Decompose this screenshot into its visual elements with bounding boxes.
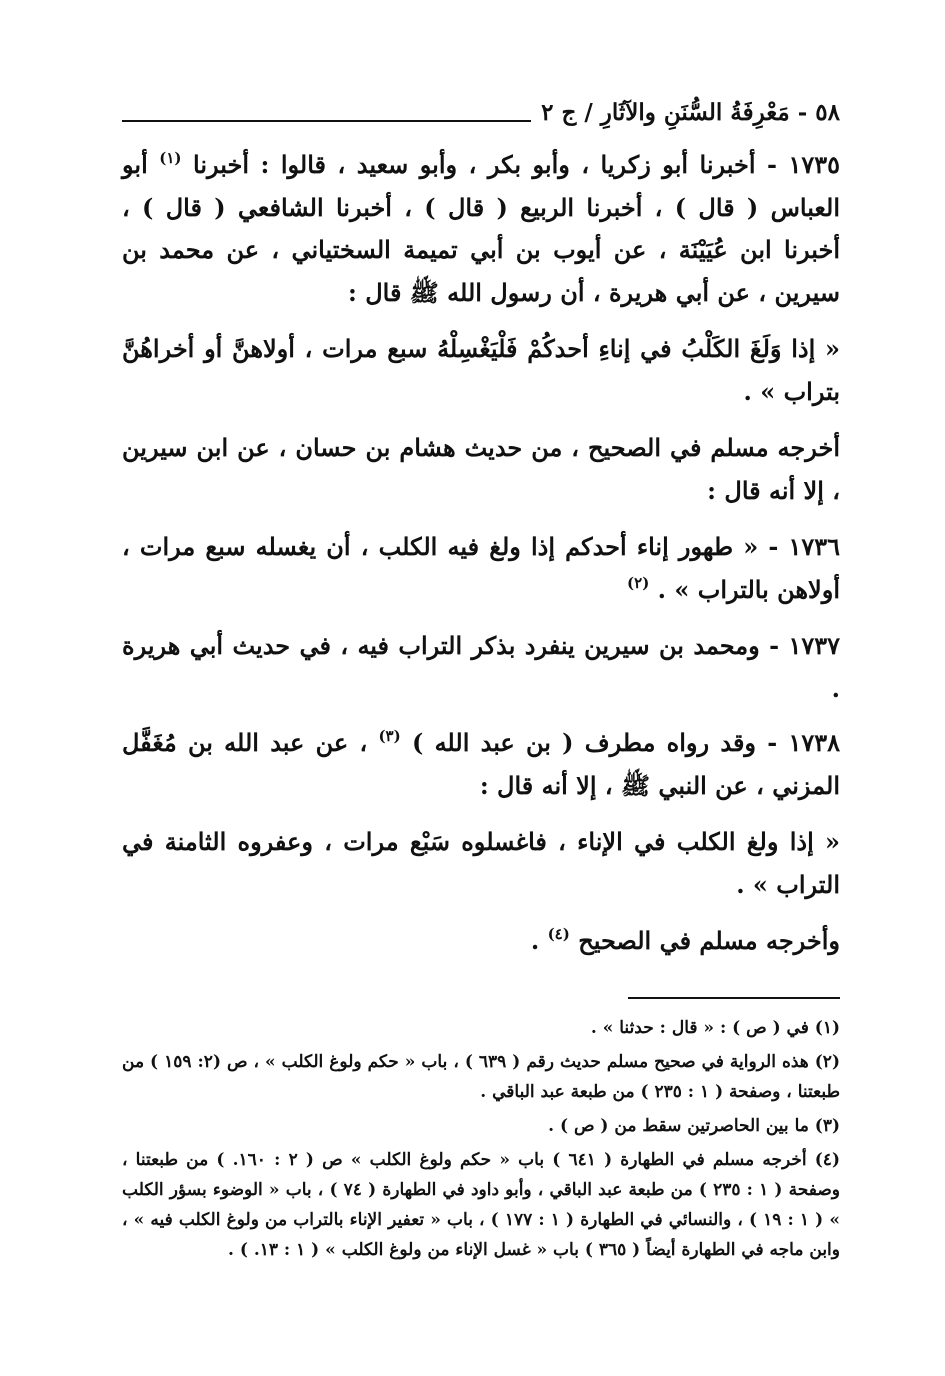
footnotes bbox=[122, 1013, 840, 1265]
footnote-ref-4: (٤) bbox=[547, 925, 570, 943]
footnote-ref-2: (٢) bbox=[627, 573, 650, 592]
footnote-2: (٢) هذه الرواية في صحيح مسلم حديث رقم ( ٦٣٩ ) ، باب « حكم ولوغ الكلب » ، ص (٢: ١٥٩ ) من طبعتنا ، وصفحة ( ١ : ٢٣٥ ) من طبعة عبد الباقي . bbox=[122, 1051, 840, 1102]
hadith-1737: ١٧٣٧ - ومحمد بن سيرين ينفرد بذكر التراب فيه ، في حديث أبي هريرة . bbox=[122, 631, 840, 703]
hadith-1738-chain: ، عن عبد الله بن مُغَفَّل المزني ، عن النبي ﷺ ، إلا أنه قال : bbox=[122, 728, 840, 800]
hadith-1735-chain: أبو العباس ( قال ) ، أخبرنا الربيع ( قال ) ، أخبرنا الشافعي ( قال ) ، أخبرنا ابن عُيَيْنَة ، عن أيوب بن أبي تميمة السختياني ، عن محمد بن سيرين ، عن أبي هريرة ، أن رسول الله ﷺ قال : bbox=[122, 150, 840, 307]
book-page bbox=[122, 90, 840, 1269]
takhrij-paragraph-2 bbox=[122, 920, 840, 963]
main-text bbox=[122, 144, 840, 963]
hadith-1738-matn: « إذا ولغ الكلب في الإناء ، فاغسلوه سَبْع مرات ، وعفروه الثامنة في التراب » . bbox=[122, 827, 840, 899]
header-rule bbox=[122, 120, 531, 122]
footnote-divider bbox=[628, 997, 840, 999]
running-header bbox=[122, 90, 840, 128]
takhrij-2-text: وأخرجه مسلم في الصحيح bbox=[578, 926, 840, 955]
hadith-1735-matn: « إذا وَلَغَ الكَلْبُ في إناءِ أحدكُمْ فَلْيَغْسِلْهُ سبع مرات ، أولاهنَّ أو أخراهُنَّ بتراب » . bbox=[122, 334, 840, 406]
footnote-4: (٤) أخرجه مسلم في الطهارة ( ٦٤١ ) باب « حكم ولوغ الكلب » ص ( ٢ : ١٦٠. ) من طبعتنا ، وصفحة ( ١ : ٢٣٥ ) من طبعة عبد الباقي ، وأبو داود في الطهارة ( ٧٤ ) ، باب « الوضوء بسؤر الكلب » ( ١ : ١٩ ) ، والنسائي في الطهارة ( ١ : ١٧٧ ) ، باب « تعفير الإناء بالتراب من ولوغ الكلب فيه » ، وابن ماجه في الطهارة أيضاً ( ٣٦٥ ) باب « غسل الإناء من ولوغ الكلب » ( ١ : ١٣. ) . bbox=[122, 1149, 840, 1260]
footnote-1: (١) في ( ص ) : « قال : حدثنا » . bbox=[590, 1017, 840, 1038]
hadith-1738 bbox=[122, 722, 840, 807]
hadith-1736-text: ١٧٣٦ - « طهور إناء أحدكم إذا ولغ فيه الكلب ، أن يغسله سبع مرات ، أولاهن بالتراب » . bbox=[122, 532, 840, 604]
takhrij-paragraph-1: أخرجه مسلم في الصحيح ، من حديث هشام بن حسان ، عن ابن سيرين ، إلا أنه قال : bbox=[122, 433, 840, 505]
hadith-1735-opening: ١٧٣٥ - أخبرنا أبو زكريا ، وأبو بكر ، وأبو سعيد ، قالوا : أخبرنا bbox=[193, 150, 841, 179]
takhrij-2-end: . bbox=[530, 926, 540, 955]
hadith-1738-opening: ١٧٣٨ - وقد رواه مطرف ( بن عبد الله ) bbox=[411, 728, 841, 757]
hadith-1735 bbox=[122, 144, 840, 314]
footnote-ref-1: (١) bbox=[159, 149, 182, 167]
footnote-ref-3: (٣) bbox=[378, 727, 401, 745]
page-title: ٥٨ - مَعْرِفَةُ السُّنَنِ والآثَارِ / ج ٢ bbox=[541, 99, 840, 126]
hadith-1736 bbox=[122, 526, 840, 611]
footnote-3: (٣) ما بين الحاصرتين سقط من ( ص ) . bbox=[548, 1115, 840, 1136]
